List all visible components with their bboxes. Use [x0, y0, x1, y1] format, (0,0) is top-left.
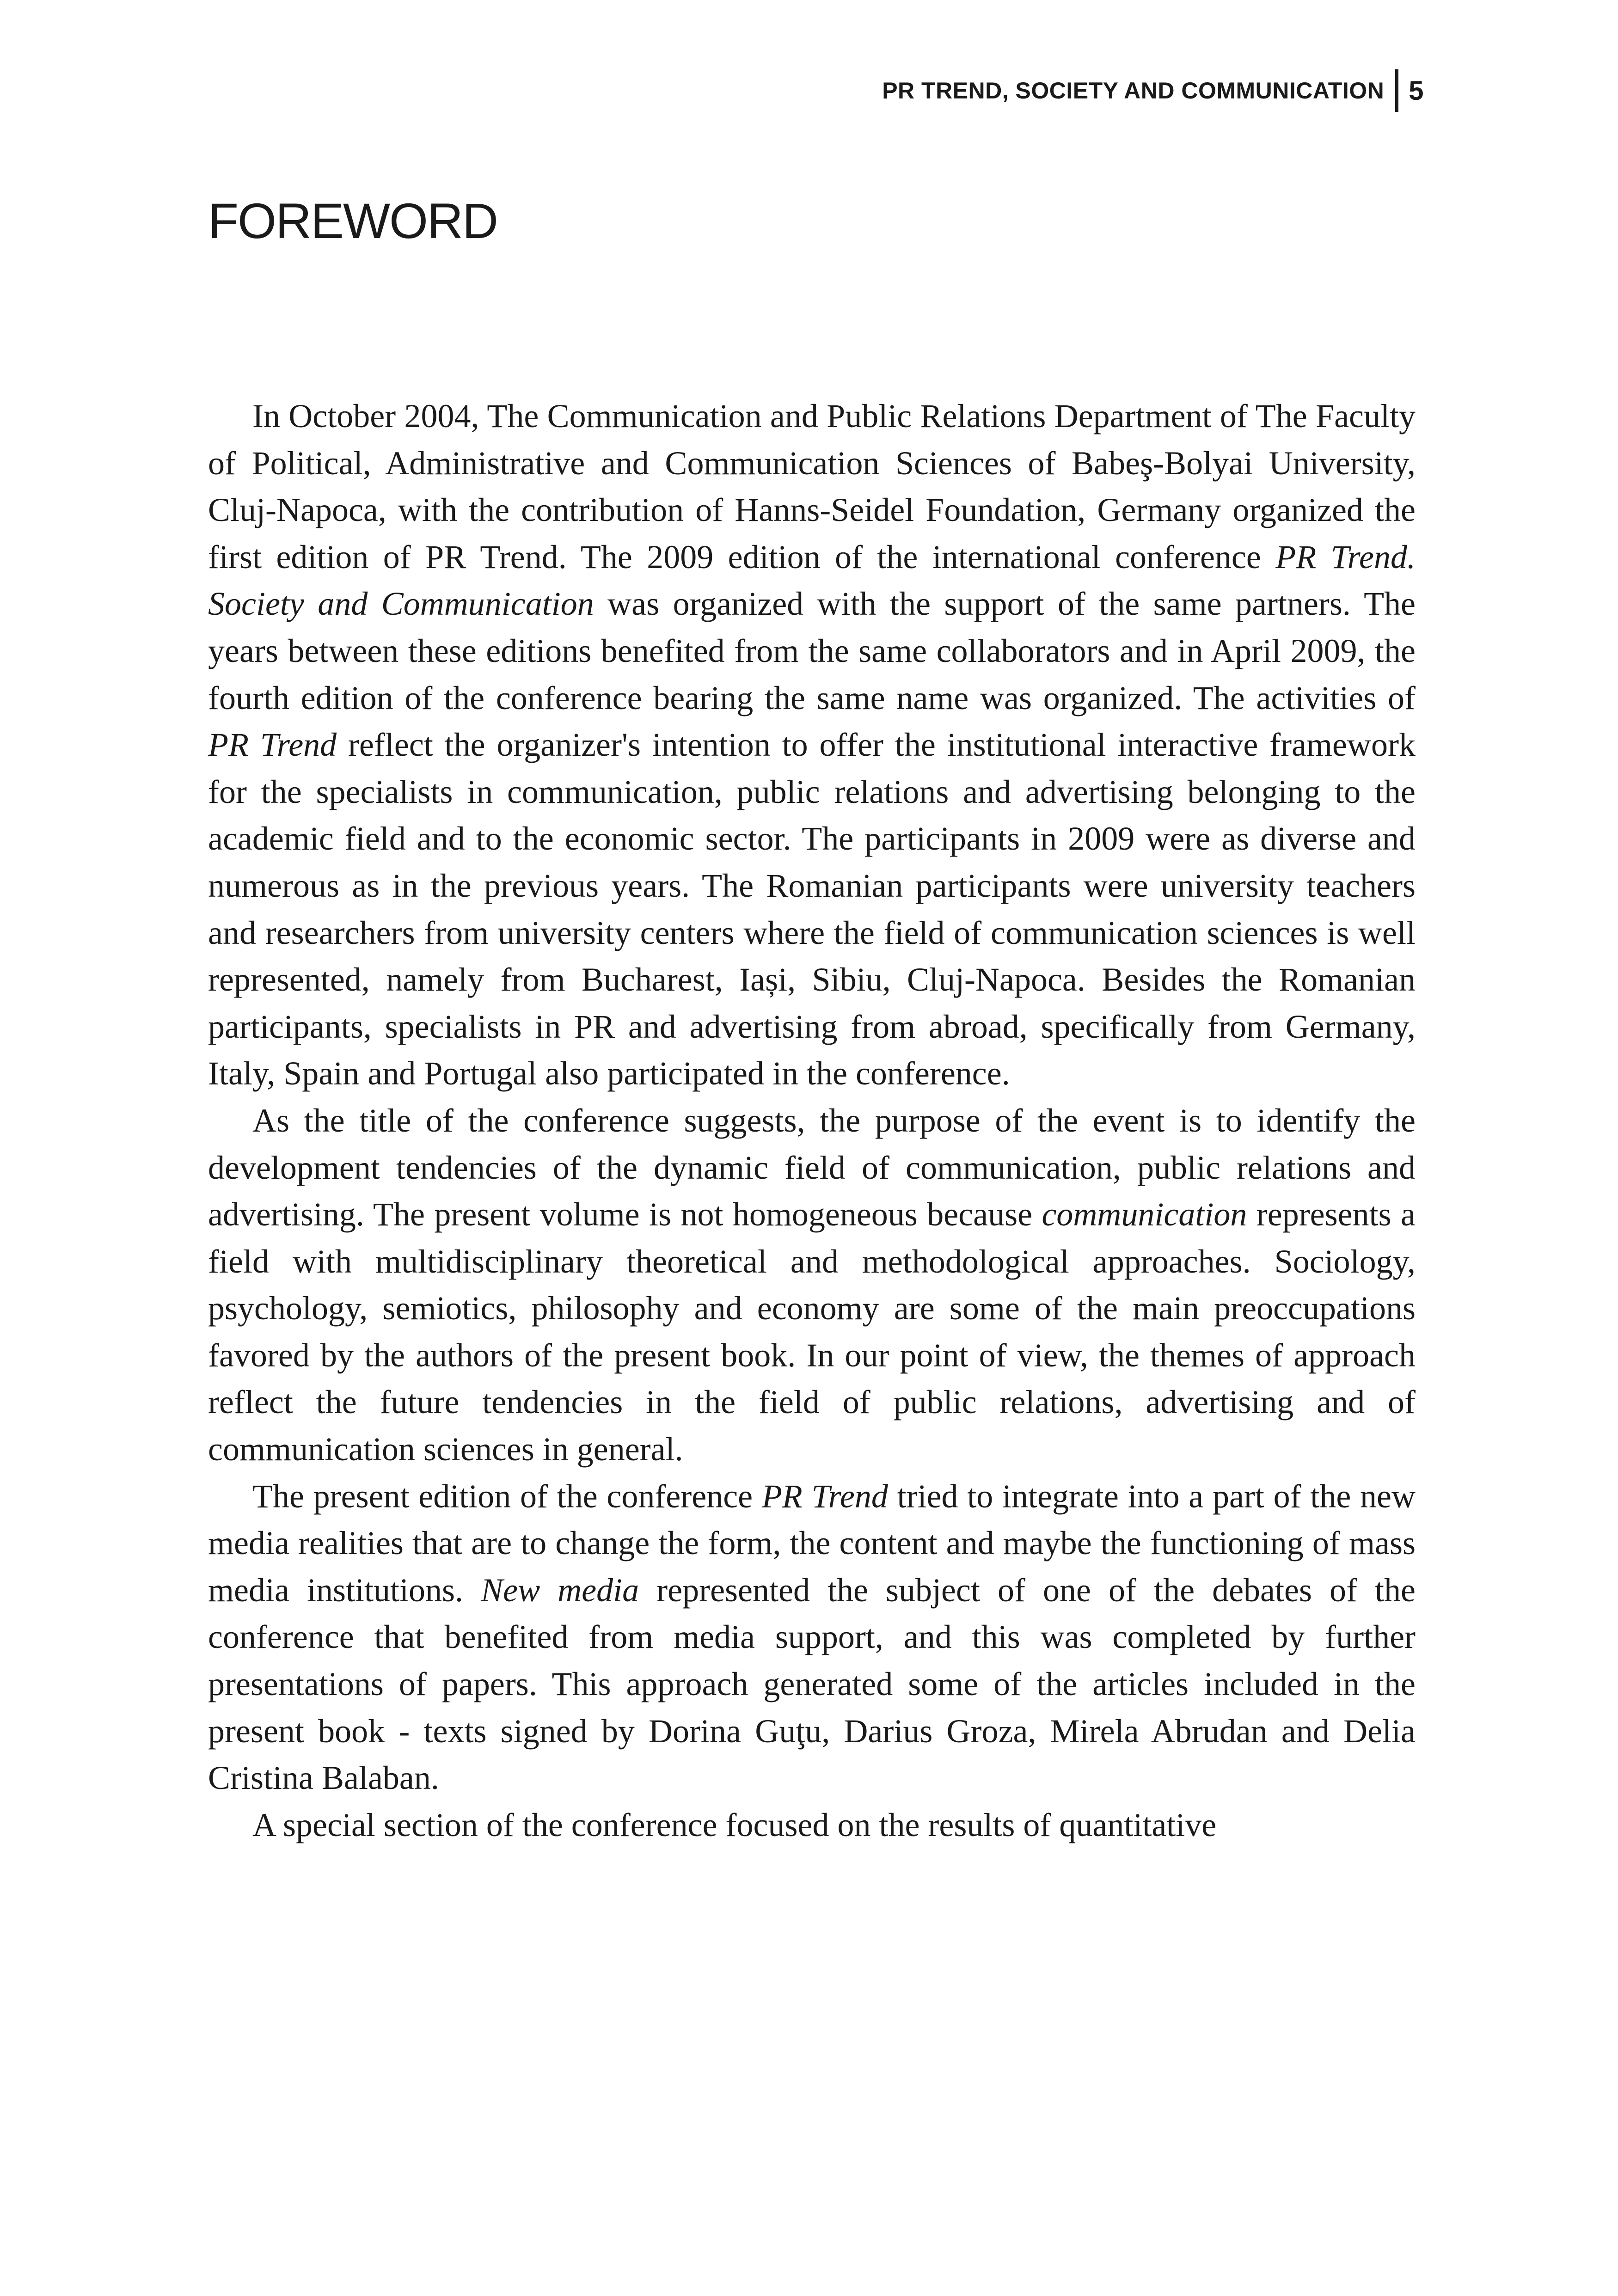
page-number: 5 [1409, 75, 1424, 106]
running-title: PR TREND, SOCIETY AND COMMUNICATION [882, 78, 1385, 104]
paragraph-1-segment-4: PR Trend [208, 726, 337, 764]
paragraph-1-segment-1: In October 2004, The Communication and Public Relations Department of The Faculty of Political, Administrative and Communication Sciences of Babeş-Bolyai University, Cluj-Napoca, with the contribution of Hanns-Seidel Foundation, Germany organized the first edition of PR Trend. The 2009 edition of the international conference [208, 398, 1416, 576]
paragraph-1 [208, 393, 1416, 1097]
paragraph-1-segment-2: PR Trend. Society and Communication [208, 538, 1416, 623]
paragraph-2-segment-1: As the title of the conference suggests, the purpose of the event is to identify the development tendencies of the dynamic field of communication, public relations and advertising. The present volume is not homogeneous because [208, 1102, 1416, 1233]
header-divider [1395, 69, 1398, 112]
paragraph-1-segment-5: reflect the organizer's intention to offer the institutional interactive framework for the specialists in communication, public relations and advertising belonging to the academic field and to the economic sector. The participants in 2009 were as diverse and numerous as in the previous years. The Romanian participants were university teachers and researchers from university centers where the field of communication sciences is well represented, namely from Bucharest, Iași, Sibiu, Cluj-Napoca. Besides the Romanian participants, specialists in PR and advertising from abroad, specifically from Germany, Italy, Spain and Portugal also participated in the conference. [208, 726, 1416, 1092]
paragraph-3-segment-5: represented the subject of one of the debates of the conference that benefited from media support, and this was completed by further presentations of papers. This approach generated some of the articles included in the present book - texts signed by Dorina Guţu, Darius Groza, Mirela Abrudan and Delia Cristina Balaban. [208, 1571, 1416, 1797]
paragraph-3-segment-2: PR Trend [761, 1477, 888, 1515]
paragraph-2-segment-3: represents a field with multidisciplinary theoretical and methodological approaches. Sociology, psychology, semiotics, philosophy and economy are some of the main preoccupations favored by the authors of the present book. In our point of view, the themes of approach reflect the future tendencies in the field of public relations, advertising and of communication sciences in general. [208, 1196, 1416, 1468]
paragraph-1-segment-3: was organized with the support of the same partners. The years between these editions benefited from the same collaborators and in April 2009, the fourth edition of the conference bearing the same name was organized. The activities of [208, 585, 1416, 716]
body-text [208, 393, 1416, 1849]
paragraph-3-segment-1: The present edition of the conference [252, 1477, 762, 1515]
paragraph-2 [208, 1097, 1416, 1473]
section-title: FOREWORD [208, 193, 497, 249]
paragraph-4 [208, 1802, 1416, 1849]
paragraph-3-segment-4: New media [481, 1571, 639, 1609]
paragraph-3-segment-3: tried to integrate into a part of the new media realities that are to change the form, the content and maybe the functioning of mass media institutions. [208, 1477, 1416, 1609]
paragraph-3 [208, 1473, 1416, 1802]
paragraph-4-segment-1: A special section of the conference focused on the results of quantitative [252, 1806, 1217, 1843]
paragraph-2-segment-2: communication [1042, 1196, 1247, 1233]
running-header [882, 69, 1424, 112]
